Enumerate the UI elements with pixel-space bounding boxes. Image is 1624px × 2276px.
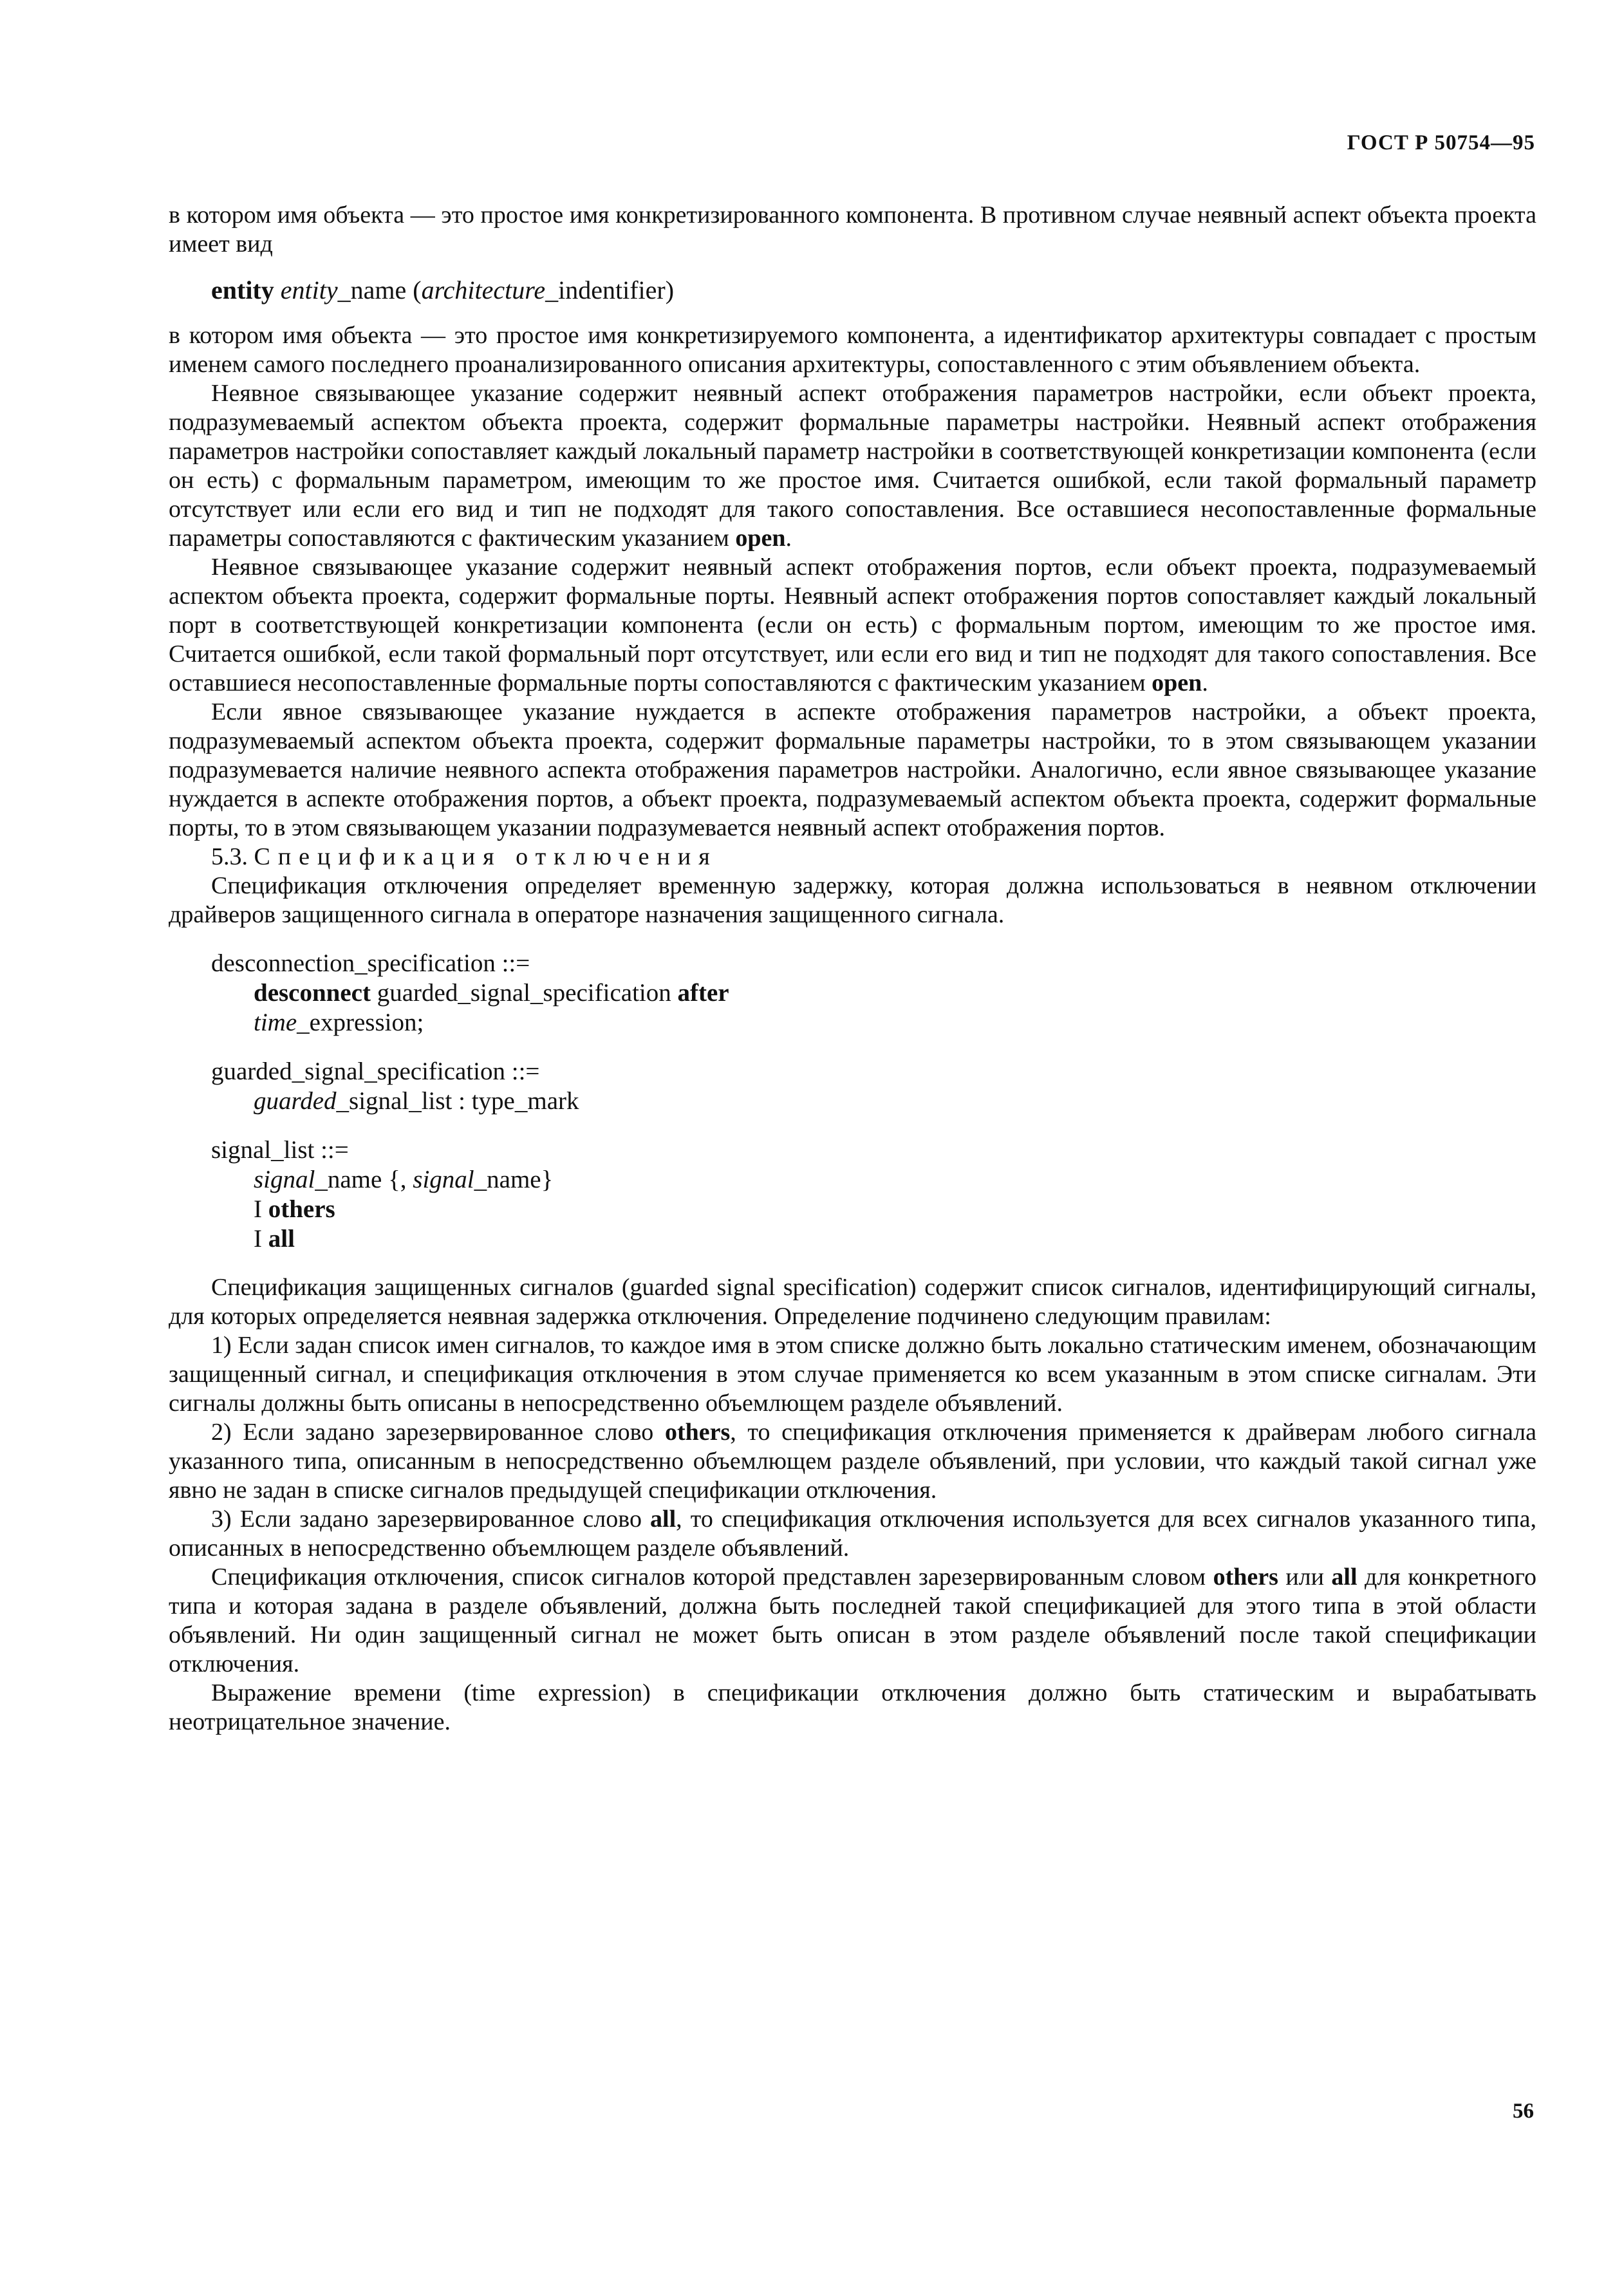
grammar-text: _expression; bbox=[297, 1009, 424, 1036]
grammar-rule-name: signal_list ::= bbox=[211, 1136, 349, 1164]
paragraph-text: для конкретного типа и которая задана в разделе объявлений, должна быть последней такой спецификацией для этого типа в этой области объявлений. Ни один защищенный сигнал не может быть описан в этом разделе объявлений после такой спецификации отключения. bbox=[169, 1563, 1536, 1677]
section-heading bbox=[169, 843, 1536, 872]
rule-1: 1) Если задан список имен сигналов, то каждое имя в этом списке должно быть локально статическим именем, обозначающим защищенный сигнал, и спецификация отключения в этом случае применяется ко всем указанным в этом списке сигналам. Эти сигналы должны быть описаны в непосредственно объемлющем разделе объявлений. bbox=[169, 1332, 1536, 1417]
keyword-desconnect: desconnect bbox=[254, 979, 371, 1007]
paragraph-generic-map bbox=[169, 379, 1536, 553]
rule-3 bbox=[169, 1505, 1536, 1563]
grammar-rule-signal-list bbox=[169, 1135, 1536, 1254]
grammar-line bbox=[211, 1195, 1536, 1224]
paragraph-time-expression: Выражение времени (time expression) в спецификации отключения должно быть статическим и вырабатывать неотрицательное значение. bbox=[169, 1679, 1536, 1735]
rule-2 bbox=[169, 1418, 1536, 1505]
paragraph-last-specification bbox=[169, 1563, 1536, 1679]
keyword-others: others bbox=[664, 1419, 731, 1446]
implicit-entity-aspect-formula bbox=[211, 275, 1536, 304]
grammar-italic-guarded: guarded bbox=[254, 1087, 337, 1115]
grammar-line bbox=[211, 978, 1536, 1008]
keyword-after: after bbox=[677, 979, 729, 1007]
grammar-text: guarded_signal_specification bbox=[370, 979, 678, 1007]
grammar-italic-time: time bbox=[254, 1009, 297, 1036]
keyword-all: all bbox=[268, 1225, 295, 1253]
grammar-line bbox=[211, 1224, 1536, 1254]
keyword-open: open bbox=[735, 525, 786, 552]
page-number: 56 bbox=[1513, 2100, 1534, 2123]
grammar-line bbox=[211, 1008, 1536, 1038]
keyword-others: others bbox=[1213, 1563, 1278, 1590]
grammar-alternative-bar: I bbox=[254, 1195, 262, 1223]
grammar-italic-signal: signal bbox=[254, 1166, 315, 1193]
paragraph-text: Неявное связывающее указание содержит неявный аспект отображения портов, если объект проекта, подразумеваемый аспектом объекта проекта, содержит формальные порты. Неявный аспект отображения портов сопоставляет каждый локальный порт в соответствующей конкретизации компонента (если он есть) с формальным портом, имеющим то же простое имя. Считается ошибкой, если такой формальный порт отсутствует, или если его вид и тип не подходят для такого сопоставления. Все оставшиеся несопоставленные формальные порты сопоставляются с фактическим указанием bbox=[169, 554, 1536, 696]
grammar-text: _signal_list : type_mark bbox=[336, 1087, 579, 1115]
paragraph-port-map bbox=[169, 553, 1536, 698]
grammar-line bbox=[211, 1165, 1536, 1195]
paragraph-text: или bbox=[1278, 1563, 1332, 1590]
formula-text: _indentifier) bbox=[545, 275, 675, 304]
formula-italic-entity: entity bbox=[280, 275, 338, 304]
keyword-all: all bbox=[650, 1506, 677, 1533]
punctuation: . bbox=[1202, 669, 1208, 696]
keyword-entity: entity bbox=[211, 275, 274, 304]
paragraph-text: Спецификация отключения, список сигналов которой представлен зарезервированным словом bbox=[211, 1563, 1213, 1590]
grammar-italic-signal: signal bbox=[413, 1166, 474, 1193]
paragraph-explicit-binding: Если явное связывающее указание нуждается в аспекте отображения параметров настройки, а объект проекта, подразумеваемый аспектом объекта проекта, содержит формальные параметры настройки, то в этом связывающем указании подразумевается наличие неявного аспекта отображения параметров настройки. Аналогично, если явное связывающее указание нуждается в аспекте отображения портов, а объект проекта, подразумеваемый аспектом объекта проекта, содержит формальные порты, то в этом связывающем указании подразумевается неявный аспект отображения портов. bbox=[169, 698, 1536, 841]
grammar-text: _name} bbox=[474, 1166, 554, 1193]
formula-italic-architecture: architecture bbox=[421, 275, 546, 304]
page-body bbox=[169, 201, 1536, 1737]
rule-text: 3) Если задано зарезервированное слово bbox=[211, 1506, 651, 1533]
punctuation: . bbox=[785, 525, 792, 552]
grammar-rule-guarded-signal bbox=[169, 1057, 1536, 1116]
grammar-rule-name: desconnection_specification ::= bbox=[211, 949, 530, 977]
section-title: Спецификация отключения bbox=[254, 843, 718, 870]
rule-text: , то спецификация отключения применяется к драйверам любого сигнала указанного типа, описанным в непосредственно объемлющем разделе объявлений, при условии, что каждый такой сигнал уже явно не задан в списке сигналов предыдущей спецификации отключения. bbox=[169, 1419, 1536, 1504]
paragraph-object-name: в котором имя объекта — это простое имя конкретизированного компонента. В противном случае неявный аспект объекта проекта имеет вид bbox=[169, 201, 1536, 257]
paragraph-disconnection-definition: Спецификация отключения определяет временную задержку, которая должна использоваться в неявном отключении драйверов защищенного сигнала в операторе назначения защищенного сигнала. bbox=[169, 872, 1536, 928]
formula-text: _name ( bbox=[337, 275, 422, 304]
keyword-others: others bbox=[268, 1195, 335, 1223]
grammar-text: _name {, bbox=[315, 1166, 413, 1193]
keyword-all: all bbox=[1331, 1563, 1358, 1590]
grammar-rule-name: guarded_signal_specification ::= bbox=[211, 1058, 540, 1085]
grammar-rule-disconnection bbox=[169, 949, 1536, 1038]
paragraph-text: Неявное связывающее указание содержит неявный аспект отображения параметров настройки, если объект проекта, подразумеваемый аспектом объекта проекта, содержит формальные параметры настройки. Неявный аспект отображения параметров настройки сопоставляет каждый локальный параметр настройки в соответствующей конкретизации компонента (если он есть) с формальным параметром, имеющим то же простое имя. Считается ошибкой, если такой формальный параметр отсутствует или если его вид и тип не подходят для такого сопоставления. Все оставшиеся несопоставленные формальные параметры сопоставляются с фактическим указанием bbox=[169, 380, 1536, 552]
grammar-alternative-bar: I bbox=[254, 1225, 262, 1253]
paragraph-guarded-signal-spec: Спецификация защищенных сигналов (guarded signal specification) содержит список сигналов, идентифицирующий сигналы, для которых определяется неявная задержка отключения. Определение подчинено следующим правилам: bbox=[169, 1274, 1536, 1330]
paragraph-architecture-identifier: в котором имя объекта — это простое имя конкретизируемого компонента, а идентификатор архитектуры совпадает с простым именем самого последнего проанализированного описания архитектуры, сопоставленного с этим объявлением объекта. bbox=[169, 322, 1536, 378]
rule-text: , то спецификация отключения используется для всех сигналов указанного типа, описанных в непосредственно объемлющем разделе объявлений. bbox=[169, 1506, 1536, 1562]
keyword-open: open bbox=[1152, 669, 1202, 696]
section-number: 5.3. bbox=[211, 843, 248, 870]
grammar-line bbox=[211, 1087, 1536, 1116]
standard-header: ГОСТ Р 50754—95 bbox=[1347, 131, 1535, 154]
rule-text: 2) Если задано зарезервированное слово bbox=[211, 1419, 665, 1446]
